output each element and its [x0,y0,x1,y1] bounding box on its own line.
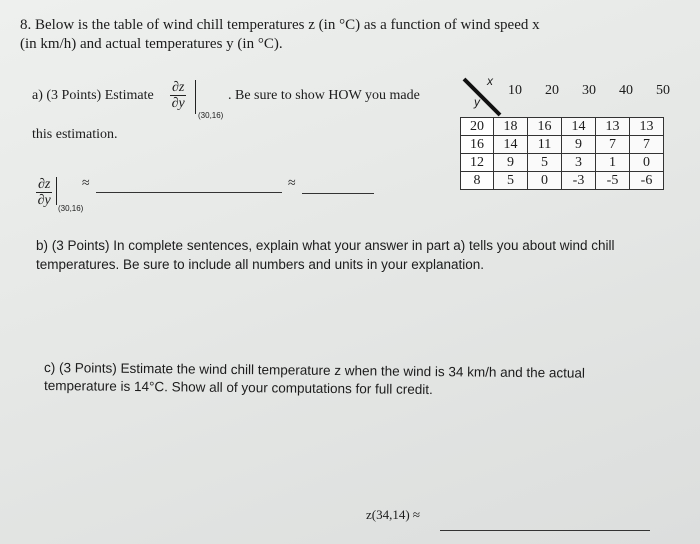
y-value: 8 [461,172,494,190]
partial-numerator: ∂z [38,177,51,192]
table-cell: -5 [596,172,630,190]
table-cell: 3 [562,154,596,172]
y-value: 16 [461,136,494,154]
table-cell: 14 [494,136,528,154]
wind-chill-table [446,74,686,195]
part-c-answer-label: z(34,14) ≈ [366,507,421,522]
table-cell: 13 [630,118,664,136]
table-row [461,172,664,190]
y-axis-label: y [474,95,480,109]
x-value: 30 [582,83,596,98]
table-cell: 16 [528,118,562,136]
table-cell: 18 [494,118,528,136]
table-row [461,118,664,136]
x-value: 40 [619,83,633,98]
partial-numerator: ∂z [172,80,185,95]
x-value: 20 [545,83,559,98]
part-c-prompt: c) (3 Points) Estimate the wind chill temperature z when the wind is 34 km/h and the actual [43,360,586,381]
table-cell: 11 [528,136,562,154]
evaluation-point: (30,16) [58,204,84,213]
answer-partial-derivative [36,177,52,208]
part-b-prompt-cont: temperatures. Be sure to include all numbers and units in your explanation. [36,257,485,272]
evaluation-point: (30,16) [198,111,224,120]
partial-denominator: ∂y [171,96,185,111]
table-cell: -3 [562,172,596,190]
x-value: 10 [508,83,522,98]
answer-blank[interactable] [302,193,374,194]
partial-denominator: ∂y [37,193,51,208]
question-title: 8. Below is the table of wind chill temperatures z (in °C) as a function of wind speed x [20,17,540,33]
part-b-prompt: b) (3 Points) In complete sentences, explain what your answer in part a) tells you about wind chill [36,238,615,253]
table-cell: 13 [596,118,630,136]
x-value: 50 [656,83,670,98]
y-value: 12 [461,154,494,172]
table-cell: 0 [528,172,562,190]
evaluation-bar [195,80,196,114]
table-grid [460,117,664,190]
approx-symbol: ≈ [82,176,90,191]
table-cell: 0 [630,154,664,172]
table-cell: 1 [596,154,630,172]
y-value: 20 [461,118,494,136]
part-a-instruction: . Be sure to show HOW you made [228,88,420,103]
table-cell: 7 [596,136,630,154]
part-c-prompt-cont: temperature is 14°C. Show all of your computations for full credit. [43,378,433,398]
answer-blank[interactable] [96,192,282,193]
part-a-label: a) (3 Points) Estimate [32,88,154,103]
x-axis-label: x [487,74,493,88]
table-cell: 5 [528,154,562,172]
approx-symbol: ≈ [288,176,296,191]
question-title-cont: (in km/h) and actual temperatures y (in °C). [20,36,283,52]
table-row [461,154,664,172]
table-row [461,136,664,154]
table-cell: -6 [630,172,664,190]
table-cell: 5 [494,172,528,190]
table-cell: 9 [494,154,528,172]
partial-derivative [170,80,186,111]
evaluation-bar [56,177,57,205]
part-a-instruction-cont: this estimation. [32,127,118,142]
table-cell: 9 [562,136,596,154]
table-cell: 14 [562,118,596,136]
answer-blank[interactable] [440,530,650,531]
table-cell: 7 [630,136,664,154]
